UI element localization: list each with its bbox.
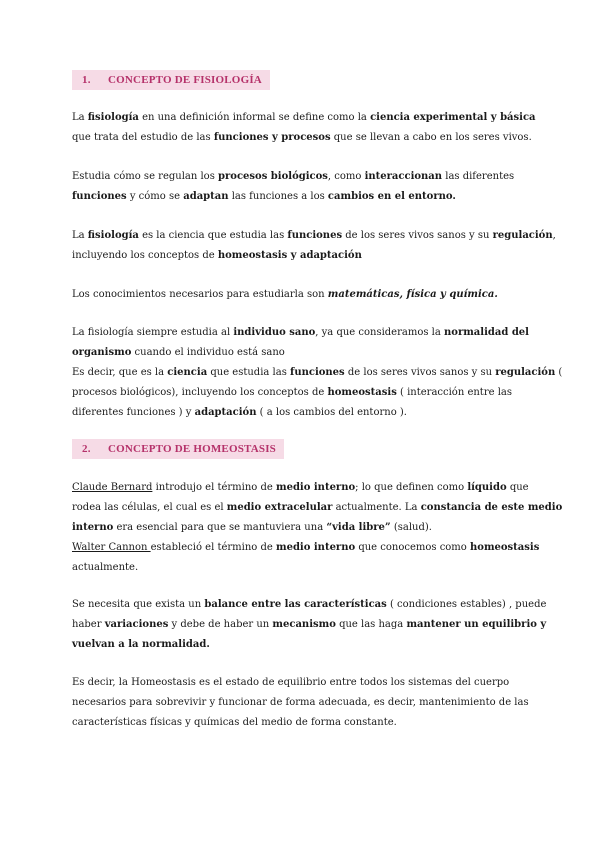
text-segment: fisiología [87,230,139,241]
section-title: CONCEPTO DE HOMEOSTASIS [108,443,277,455]
text-segment: en una definición informal se define como la [138,112,371,123]
text-segment: ( interacción entre las [396,387,512,398]
text-line [72,598,546,612]
text-segment: regulación [492,230,553,241]
text-segment: y debe de haber un [168,619,273,630]
text-segment: constancia de este medio [420,502,563,513]
text-segment: ; lo que definen como [355,482,468,493]
text-line [72,249,362,263]
text-segment: incluyendo los conceptos de [72,250,218,261]
text-segment: homeostasis [470,542,540,553]
text-segment: , ya que consideramos la [315,327,444,338]
text-segment: cuando el individuo está sano [131,347,285,358]
text-line [72,346,285,360]
text-segment: homeostasis [327,387,397,398]
text-line [72,541,539,555]
text-segment: Los conocimientos necesarios para estudiarla son [72,289,328,300]
text-segment: que [506,482,529,493]
text-segment: líquido [467,482,507,493]
text-line [72,521,432,535]
text-segment: rodea las células, el cual es el [72,502,227,513]
text-segment: interno [72,522,114,533]
text-segment: cambios en el entorno. [327,191,456,202]
section-number: 1. [82,74,91,86]
text-segment: de los seres vivos sanos y su [344,367,496,378]
text-line [72,406,407,420]
text-segment: funciones [287,230,343,241]
text-segment: diferentes funciones ) y [72,407,195,418]
section-number: 2. [82,443,91,455]
text-segment: adaptación [194,407,257,418]
text-segment: haber [72,619,105,630]
text-segment: variaciones [104,619,169,630]
text-segment: , [552,230,556,241]
text-segment: La [72,112,88,123]
text-segment: es la ciencia que estudia las [138,230,288,241]
text-line [72,618,546,632]
author-name: Claude Bernard [72,482,153,493]
text-segment: regulación [495,367,556,378]
text-line [72,229,556,243]
text-segment: Es decir, que es la [72,367,168,378]
text-segment: homeostasis y adaptación [217,250,362,261]
text-line [72,170,514,184]
text-segment: actualmente. La [332,502,421,513]
text-line [72,288,498,302]
text-segment: funciones y procesos [213,132,331,143]
text-segment: introdujo el término de [152,482,276,493]
text-segment: ( condiciones estables) , puede [386,599,547,610]
text-segment: actualmente. [72,562,139,573]
text-segment: (salud). [390,522,432,533]
text-segment: que se llevan a cabo en los seres vivos. [330,132,532,143]
text-segment: ( a los cambios del entorno ). [256,407,407,418]
text-segment: normalidad del [444,327,529,338]
text-segment: que las haga [335,619,407,630]
section-title: CONCEPTO DE FISIOLOGÍA [108,74,262,86]
text-segment: mecanismo [272,619,336,630]
text-line [72,386,512,400]
text-segment: funciones [290,367,345,378]
text-line [72,676,509,690]
text-segment: características físicas y químicas del medio de forma constante. [72,717,397,728]
text-segment: procesos biológicos [218,171,328,182]
text-segment: Es decir, la Homeostasis es el estado de equilibrio entre todos los sistemas del cuerpo [72,677,510,688]
text-segment: era esencial para que se mantuviera una [113,522,327,533]
author-name: Walter Cannon [72,542,151,553]
text-line [72,501,562,515]
section-heading-2 [72,439,284,459]
text-segment: y cómo se [126,191,184,202]
text-line [72,696,529,710]
text-segment: medio extracelular [226,502,333,513]
text-segment: balance entre las características [204,599,387,610]
text-segment: individuo sano [233,327,316,338]
text-segment: , como [327,171,365,182]
text-segment: funciones [72,191,127,202]
text-segment: que estudia las [207,367,291,378]
text-segment: las diferentes [442,171,515,182]
text-segment: necesarios para sobrevivir y funcionar de forma adecuada, es decir, mantenimiento de las [72,697,529,708]
text-segment: medio interno [276,542,356,553]
text-line [72,190,456,204]
text-line [72,111,536,125]
text-segment: que trata del estudio de las [72,132,214,143]
text-segment: estableció el término de [150,542,276,553]
text-line [72,366,562,380]
text-line [72,716,397,730]
text-segment: las funciones a los [228,191,328,202]
text-segment: La [72,230,88,241]
text-segment: ciencia [167,367,208,378]
text-segment: organismo [72,347,132,358]
text-segment: interaccionan [364,171,443,182]
text-segment: que conocemos como [355,542,470,553]
text-line [72,326,529,340]
text-line [72,638,210,652]
text-segment: medio interno [276,482,356,493]
text-line [72,131,532,145]
text-line [72,561,138,575]
section-heading-1 [72,70,270,90]
text-segment: mantener un equilibrio y [406,619,547,630]
text-segment: vuelvan a la normalidad. [72,639,210,650]
text-segment: Estudia cómo se regulan los [72,171,219,182]
text-segment: de los seres vivos sanos y su [342,230,493,241]
text-segment: fisiología [87,112,139,123]
text-segment: matemáticas, física y química. [327,289,498,300]
text-segment: “vida libre” [326,522,391,533]
text-segment: Se necesita que exista un [72,599,205,610]
text-segment: La fisiología siempre estudia al [72,327,234,338]
text-line [72,481,529,495]
text-segment: adaptan [183,191,229,202]
text-segment: ( [555,367,563,378]
text-segment: ciencia experimental y básica [370,112,536,123]
text-segment: procesos biológicos), incluyendo los conceptos de [72,387,328,398]
